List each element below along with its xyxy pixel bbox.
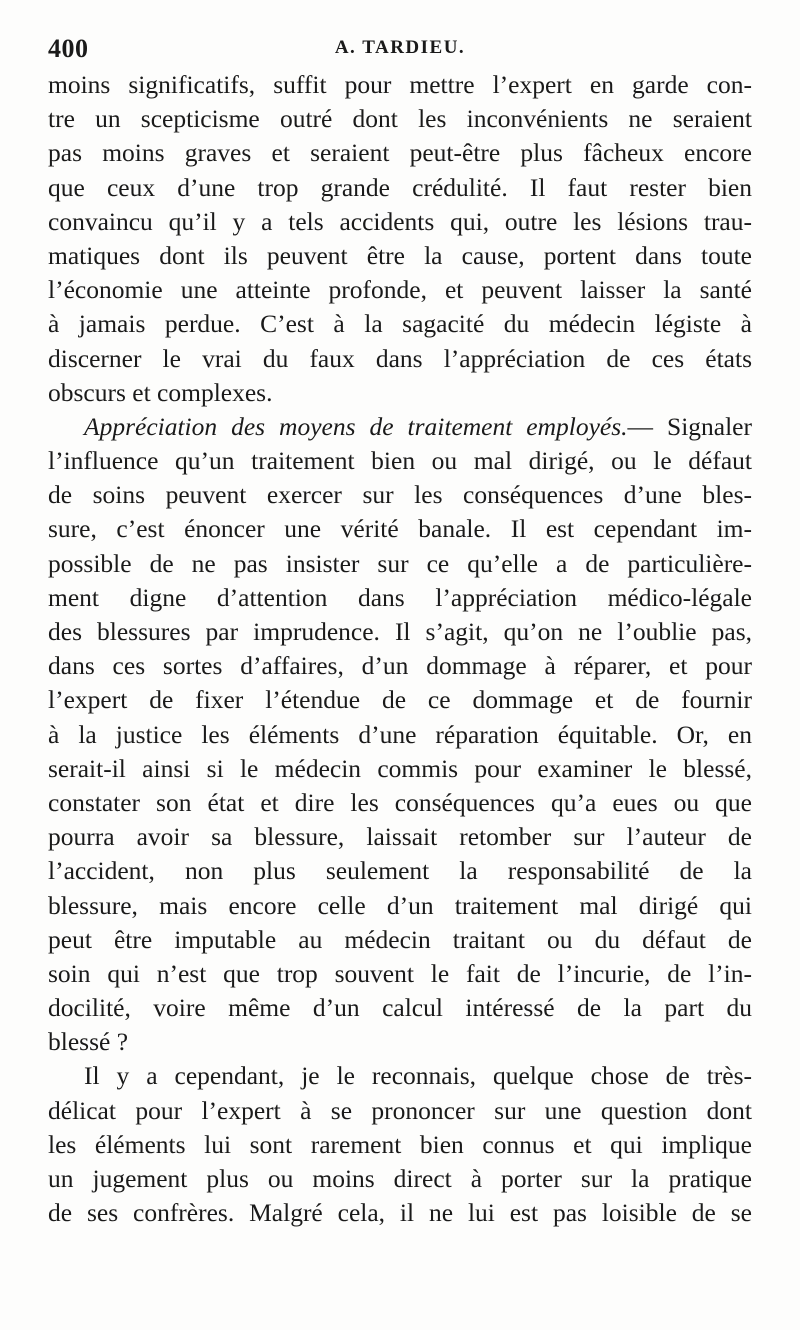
text-line: moins significatifs, suffit pour mettre l’expert en garde con- [48, 70, 752, 99]
text-line: peut être imputable au médecin traitant ou du défaut de [48, 924, 752, 954]
text-line: constater son état et dire les conséquences qu’a eues ou que [48, 787, 752, 817]
text-line: un jugement plus ou moins direct à porter sur la pratique [48, 1164, 752, 1193]
text-line: délicat pour l’expert à se prononcer sur une question dont [48, 1095, 752, 1125]
text-line: dans ces sortes d’affaires, d’un dommage à réparer, et pour [48, 651, 752, 681]
text-line: l’influence qu’un traitement bien ou mal dirigé, ou le défaut [48, 446, 752, 476]
page-header [48, 34, 752, 64]
text-line: discerner le vrai du faux dans l’appréciation de ces états [48, 343, 752, 373]
text-line: pas moins graves et seraient peut-être plus fâcheux encore [48, 138, 752, 168]
text-line: de soins peuvent exercer sur les conséquences d’une bles- [48, 480, 752, 510]
text-line: matiques dont ils peuvent être la cause, portent dans toute [48, 240, 752, 270]
page-number: 400 [48, 34, 89, 63]
text-line: à la justice les éléments d’une réparation équitable. Or, en [48, 719, 752, 749]
text-line: docilité, voire même d’un calcul intéressé de la part du [48, 993, 752, 1023]
text-line: ment digne d’attention dans l’appréciation médico-légale [48, 582, 752, 612]
text-line: les éléments lui sont rarement bien connus et qui implique [48, 1129, 752, 1159]
section-heading: Appréciation des moyens de traitement employés. [84, 411, 628, 441]
text-line: Il y a cependant, je le reconnais, quelque chose de très- [84, 1061, 752, 1091]
text-line: blessure, mais encore celle d’un traitement mal dirigé qui [48, 890, 752, 920]
section-line-text: — Signaler [627, 411, 752, 441]
text-line: sure, c’est énoncer une vérité banale. Il est cependant im- [48, 514, 752, 544]
text-line: l’accident, non plus seulement la responsabilité de la [48, 856, 752, 886]
text-line: soin qui n’est que trop souvent le fait de l’incurie, de l’in- [48, 958, 752, 988]
text-line: à jamais perdue. C’est à la sagacité du médecin légiste à [48, 309, 752, 339]
text-line: l’économie une atteinte profonde, et peuvent laisser la santé [48, 275, 752, 305]
running-head: A. TARDIEU. [334, 37, 466, 58]
text-line: tre un scepticisme outré dont les inconvénients ne seraient [48, 104, 752, 134]
text-line: que ceux d’une trop grande crédulité. Il faut rester bien [48, 172, 752, 202]
text-line: possible de ne pas insister sur ce qu’elle a de particulière- [48, 548, 752, 578]
text-line: serait-il ainsi si le médecin commis pour examiner le blessé, [48, 753, 752, 783]
text-line: blessé ? [48, 1027, 129, 1057]
text-line: convaincu qu’il y a tels accidents qui, outre les lésions trau- [48, 206, 752, 236]
text-line: des blessures par imprudence. Il s’agit, qu’on ne l’oublie pas, [48, 617, 752, 646]
body-text [48, 68, 752, 1230]
text-line: obscurs et complexes. [48, 377, 273, 407]
text-line: de ses confrères. Malgré cela, il ne lui est pas loisible de se [48, 1198, 752, 1228]
section-line [48, 410, 752, 444]
text-line: pourra avoir sa blessure, laissait retomber sur l’auteur de [48, 822, 752, 852]
text-line: l’expert de fixer l’étendue de ce dommage et de fournir [48, 685, 752, 715]
